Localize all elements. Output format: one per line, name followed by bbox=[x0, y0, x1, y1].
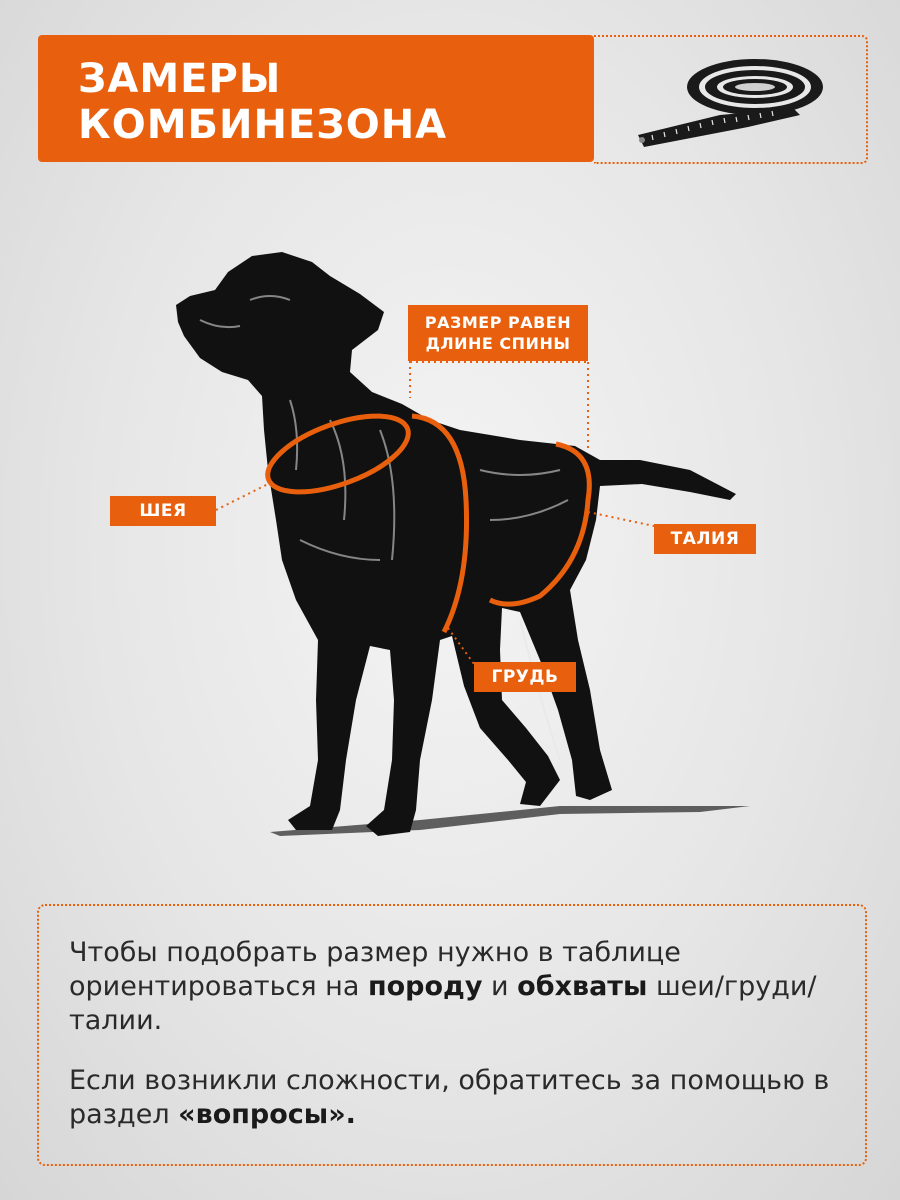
help-text: Если возникли сложности, обратитесь за помощью в раздел bbox=[69, 1065, 830, 1130]
back-length-label-line-2: ДЛИНЕ СПИНЫ bbox=[425, 334, 571, 353]
title-line-1: ЗАМЕРЫ bbox=[78, 56, 282, 102]
sizing-text-3: шеи/груди/талии. bbox=[69, 971, 817, 1036]
ground-shadow bbox=[270, 806, 750, 836]
info-box bbox=[37, 904, 867, 1166]
neck-pointer bbox=[216, 484, 268, 510]
help-bold-questions: «вопросы». bbox=[178, 1099, 356, 1130]
waist-label: ТАЛИЯ bbox=[654, 524, 756, 554]
back-length-label-line-1: РАЗМЕР РАВЕН bbox=[424, 313, 572, 332]
sizing-bold-girths: обхваты bbox=[517, 971, 648, 1002]
sizing-instruction bbox=[69, 936, 849, 1038]
sizing-text-2: и bbox=[482, 971, 518, 1002]
back-length-label bbox=[408, 305, 588, 361]
help-note bbox=[69, 1064, 849, 1132]
sizing-bold-breed: породу bbox=[367, 971, 483, 1002]
neck-label: ШЕЯ bbox=[110, 496, 216, 526]
chest-label: ГРУДЬ bbox=[474, 662, 576, 692]
waist-pointer bbox=[588, 512, 654, 526]
sizing-text-1: Чтобы подобрать размер нужно в таблице ориентироваться на bbox=[69, 937, 681, 1002]
title-line-2: КОМБИНЕЗОНА bbox=[78, 102, 448, 148]
